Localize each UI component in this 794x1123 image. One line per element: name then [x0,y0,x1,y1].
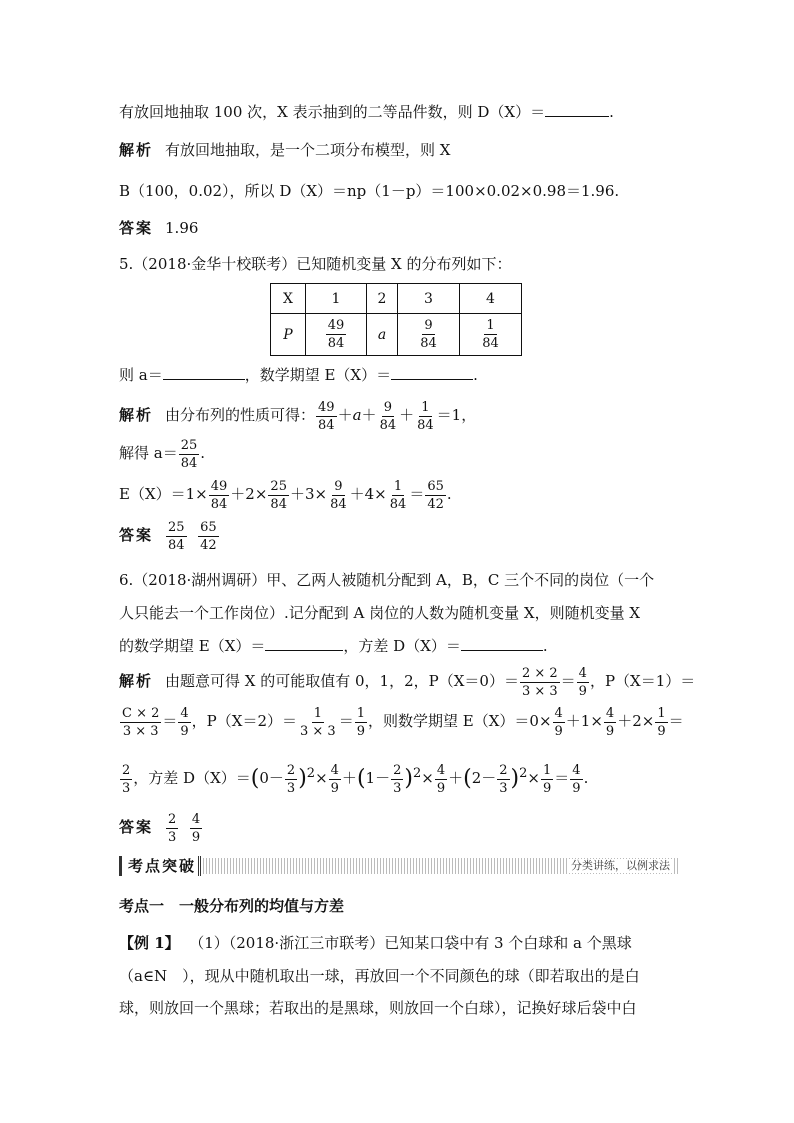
answer-value: 1.96 [165,219,199,237]
table-cell: 4 [460,284,522,314]
q6-analysis-line1: 解析 由题意可得 X 的可能取值有 0，1，2，P（X＝0）＝ $\frac{2 \times 2}{3 \times 3}$ ＝ $\frac{4}{9}$ ，P（X＝1）＝ [119,665,696,699]
q5-stem: 5.（2018·金华十校联考）已知随机变量 X 的分布列如下： [119,255,512,273]
table-cell: 3 [398,284,460,314]
q6-stem-line1: 6.（2018·湖州调研）甲、乙两人被随机分配到 A，B，C 三个不同的岗位（一个 [119,571,655,589]
table-row [271,284,522,314]
table-cell: P [271,314,306,356]
example1-line3: 球，则放回一个黑球；若取出的是黑球，则放回一个白球），记换好球后袋中白 [119,999,637,1017]
q5-analysis: 解析 由分布列的性质可得： $\frac{49}{84}$ ＋a＋ $\frac{9}{84}$ ＋ $\frac{1}{84}$ ＝1， [119,399,477,433]
table-cell: X [271,284,306,314]
table-row [271,314,522,356]
answer-blank[interactable] [461,636,543,651]
q6-stem-line3: 的数学期望 E（X）＝ ，方差 D（X）＝ . [119,637,548,655]
example-label: 【例 1】 [119,934,180,952]
table-cell: 2 [367,284,398,314]
q5-solve: 解得 a＝ $\frac{25}{84}$ . [119,437,206,471]
table-cell: $\frac{9}{84}$ [398,314,460,356]
section-header-bar [119,856,680,876]
answer-blank[interactable] [163,365,245,380]
problem-continuation-line: 有放回地抽取 100 次，X 表示抽到的二等品件数，则 D（X）＝ . [119,103,614,121]
distribution-table [270,283,522,356]
table-cell: 1 [306,284,367,314]
q5-fill-line: 则 a＝ ，数学期望 E（X）＝ . [119,366,478,384]
q5-answer: 答案 $\frac{25}{84}$ $\frac{65}{42}$ [119,519,217,553]
answer-line [119,218,198,238]
analysis-line: 解析 有放回地抽取，是一个二项分布模型，则 X [119,141,451,159]
answer-blank[interactable] [265,636,343,651]
q5-expectation: E（X）＝1× $\frac{49}{84}$ ＋2× $\frac{25}{84}$ ＋3× $\frac{9}{84}$ ＋4× $\frac{1}{84}$ ＝ $\frac{65}{42}$ . [119,478,452,512]
answer-label: 答案 [119,219,154,237]
answer-blank[interactable] [545,102,609,117]
q6-stem-line2: 人只能去一个工作岗位）.记分配到 A 岗位的人数为随机变量 X，则随机变量 X [119,604,641,622]
q6-answer: 答案 $\frac{2}{3}$ $\frac{4}{9}$ [119,811,201,845]
analysis-label: 解析 [119,141,154,159]
q6-analysis-line2: $\frac{C \times 2}{3 \times 3}$ ＝ $\frac{4}{9}$ ，P（X＝2）＝ $\frac{1}{3 \times 3}$ ＝ $\frac{1}{9}$ ，则数学期望 E（X）＝0× $\frac{4}{9}$ ＋1× $\frac{4}{9}$ ＋2× $\frac{1}{9}$ ＝ [122,705,684,739]
example1-line2: （a∈N ），现从中随机取出一球，再放回一个不同颜色的球（即若取出的是白 [119,967,640,985]
formula-line: B（100，0.02），所以 D（X）＝np（1－p）＝100×0.02×0.98＝1.96. [119,182,620,200]
topic-title: 考点一 一般分布列的均值与方差 [119,897,345,915]
section-subtitle: 分类讲练，以例求法 [567,859,674,873]
section-title: 考点突破 [119,856,201,876]
q6-analysis-line3: $\frac{2}{3}$ ，方差 D（X）＝(0－ $\frac{2}{3}$ )$^2$× $\frac{4}{9}$ ＋(1－ $\frac{2}{3}$ )$^2$× $\frac{4}{9}$ ＋(2－ $\frac{2}{3}$ )$^2$× $\frac{1}{9}$ ＝ $\frac{4}{9}$ . [122,762,589,796]
table-cell: a [367,314,398,356]
table-cell: $\frac{49}{84}$ [306,314,367,356]
example1-line1: 【例 1】 （1）（2018·浙江三市联考）已知某口袋中有 3 个白球和 a 个黑球 [119,934,632,952]
table-cell: $\frac{1}{84}$ [460,314,522,356]
answer-blank[interactable] [391,365,473,380]
